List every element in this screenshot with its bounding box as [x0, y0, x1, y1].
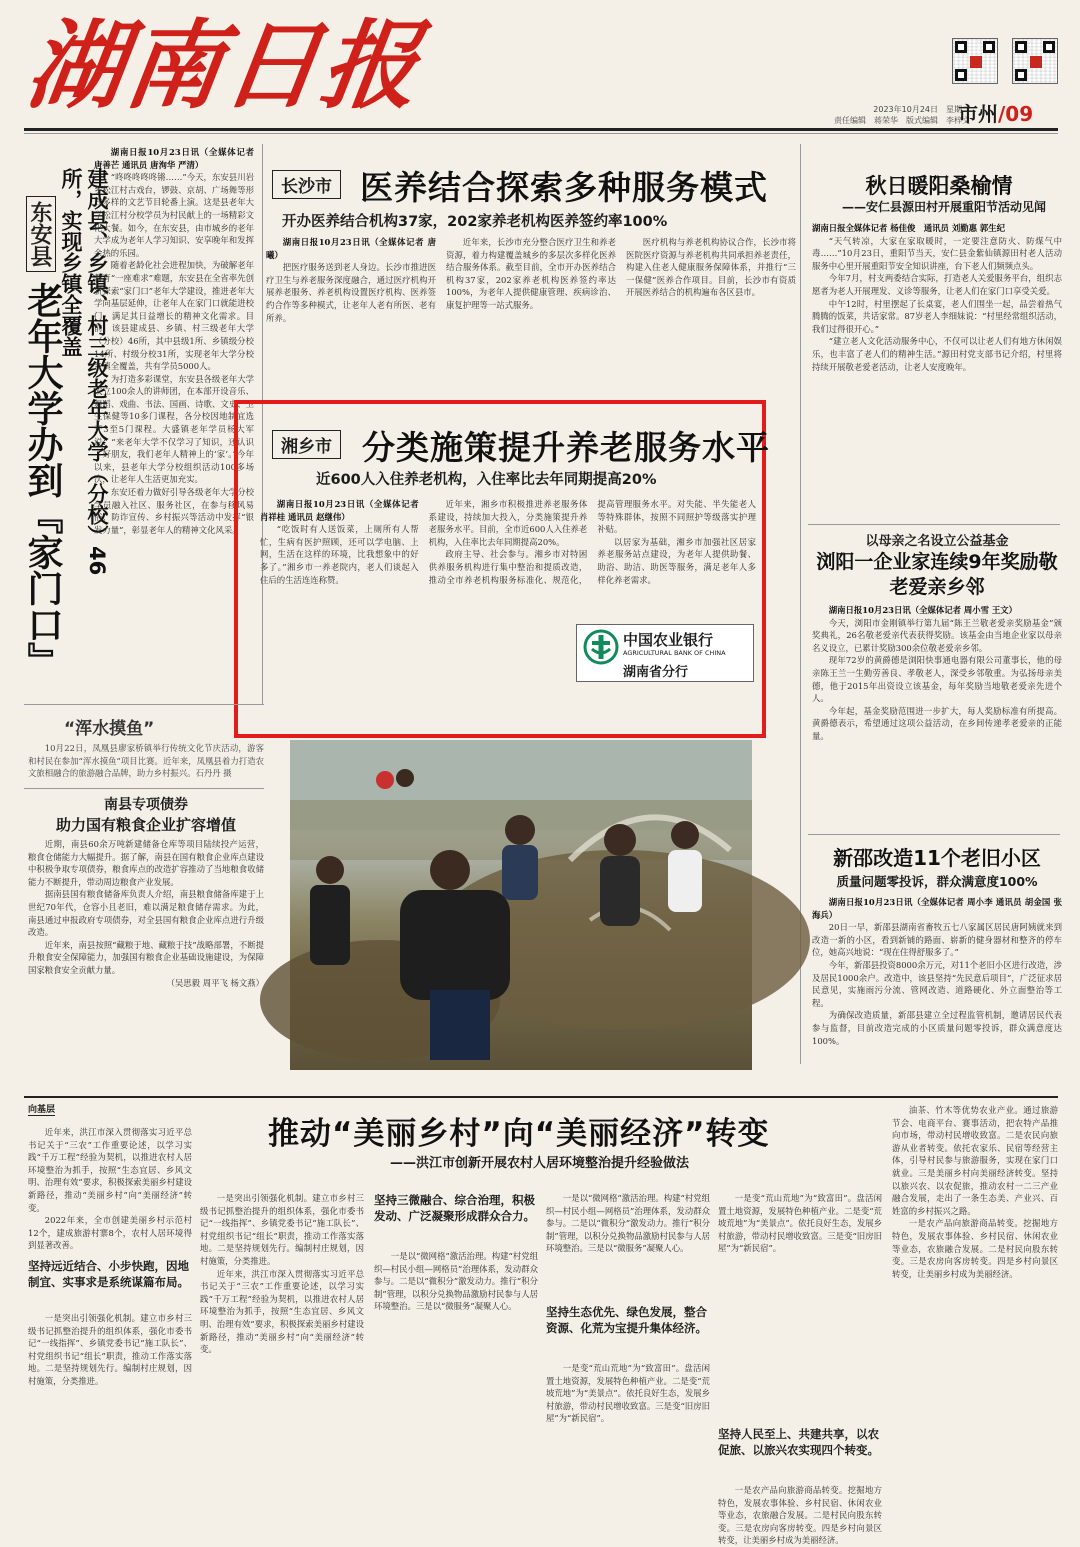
headline: 推动“美丽乡村”向“美丽经济”转变: [268, 1116, 770, 1152]
xiangxiang-header: [272, 430, 341, 459]
page-number: /09: [998, 102, 1034, 126]
xinshao-body: [812, 896, 1062, 1062]
paragraph: 一是变“荒山荒地”为“致富田”。盘活闲置土地资源，发展特色种植产业。二是变“荒坡荒地”为“美景点”。依托良好生态，发展乡村旅游，带动村民增收致富。三是变“旧房旧屋”为“新民宿”。: [718, 1193, 882, 1254]
masthead-title: 湖南日报: [20, 9, 429, 122]
byline: 湖南日报10月23日讯（全媒体记者 周小雪 王文）: [828, 605, 1018, 615]
byline: 湖南日报10月23日讯（全媒体记者 周小李 通讯员 胡金国 张海兵）: [812, 897, 1062, 920]
byline: （吴思毅 周平飞 杨文燕）: [166, 977, 264, 988]
paragraph: 医疗机构与养老机构协议合作，长沙市将医院医疗资源与养老机构共同承担养老责任，构建入住老人健康服务保障体系，并推行“三一保健”医养合作项目。目前，长沙市有资质开展医养结合的机构遍布各区县市。: [626, 237, 796, 298]
paragraph: 今年起，基金奖励范围进一步扩大，每人奖励标准有所提高。黄爵德表示，希望通过这项公益活动，在乡间传递孝老爱亲的正能量。: [812, 705, 1062, 741]
subhead: 开办医养结合机构37家，202家养老机构医养签约率100%: [282, 214, 668, 230]
paragraph: 随着老龄化社会进程加快，为破解老年教育“一座难求”难题，东安县在全省率先创新探索“家门口”老年大学建设，推进老年大学向基层延伸，让老年人在家门口就能进校门，满足其日益增长的精神文化需求。目前，该县建成县、乡镇、村三级老年大学（分校）46所，其中县级1所、乡镇级分校14所、村级分校31所，实现老年大学分校乡镇全覆盖，共有学员5000人。: [94, 260, 254, 372]
headline: 浏阳一企业家连续9年奖励敬老爱亲乡邻: [816, 551, 1058, 598]
paragraph: 一是突出引领强化机制。建立市乡村三级书记抓整治提升的组织体系，强化市委书记“一线指挥”、乡镇党委书记“施工队长”、村党组织书记“组长”职责，推动工作落实落地。二是坚持规划先行。编制村庄规划，因村施策，分类推进。: [28, 1313, 192, 1386]
bank-branch: 湖南省分行: [623, 665, 689, 680]
bank-advert: [576, 624, 754, 682]
paragraph: 2022年来，全市创建美丽乡村示范村12个，建成旅游村寨8个，农村人居环境得到显著改善。: [28, 1215, 192, 1251]
liuyang-body: [812, 604, 1062, 830]
subhead: 质量问题零投诉，群众满意度100%: [836, 874, 1038, 889]
column-label: 向基层: [28, 1102, 55, 1116]
paragraph: 一是农产品向旅游商品转变。挖掘地方特色，发展农事体验、乡村民宿、休闲农业等业态，农旅融合发展。二是村民向股东转变。三是农房向客房转变。四是乡村向景区转变，让美丽乡村成为美丽经济。: [892, 1218, 1058, 1279]
byline: 湖南日报10月23日讯（全媒体记者 唐曦）: [266, 237, 436, 260]
paragraph: 以居家为基础，湘乡市加强社区居家养老服务站点建设，为老年人提供助餐、助浴、助洁、助医等服务，满足老年人多样化养老需求。: [597, 536, 756, 585]
editor-line: 责任编辑 蒋荣华 版式编辑 李梓文: [834, 116, 970, 125]
vertical-headline-main: 老年大学办到『家门口』: [22, 282, 63, 678]
paragraph: 把医疗服务送到老人身边。长沙市推进医疗卫生与养老服务深度融合，通过医疗机构开展养老服务、养老机构设置医疗机构、医养签约合作等多种模式，让老年人老有所医、老有所养。: [266, 262, 436, 323]
caption-title: “浑水摸鱼”: [64, 719, 155, 739]
paragraph: 为打造多彩课堂，东安县各级老年大学成立100余人的讲师团，在本部开设音乐、舞蹈、戏曲、书法、国画、诗歌、文史、卫生保健等10多门课程，各分校因地制宜选开3至5门课程。大盛镇老年学员杨大军说：“来老年大学不仅学习了知识，还认识了好朋友，我们老年人精神上的‘家’。”今年以来，县老年大学分校组织活动100多场次，让老年人生活更加充实。: [94, 373, 254, 485]
subhead: ——安仁县源田村开展重阳节活动见闻: [841, 200, 1046, 214]
paragraph: 一是农产品向旅游商品转变。挖掘地方特色，发展农事体验、乡村民宿、休闲农业等业态，农旅融合发展。二是村民向股东转变。三是农房向客房转变。四是乡村向景区转变，让美丽乡村成为美丽经济。: [718, 1485, 882, 1546]
qr-code-icon: [952, 38, 998, 84]
changsha-header: [272, 170, 341, 199]
paragraph: 政府主导、社会参与。湘乡市对特困供养服务机构进行集中整治和提质改造，推动全市养老机构服务标准化、规范化，提高管理服务水平。对失能、半失能老人等特殊群体，按照不同照护等级落实护理补贴。: [428, 499, 756, 585]
paragraph: 近年来，长沙市充分整合医疗卫生和养老资源，着力构建覆盖城乡的多层次多样化医养结合服务体系。截至目前，全市开办医养结合机构37家，202家养老机构医养签约率达100%，为老年人提供健康管理、疾病诊治、康复护理等一站式服务。: [446, 237, 616, 310]
fishing-scene-image: [290, 740, 752, 1070]
byline: 湖南日报10月23日讯（全媒体记者 唐善芒 通讯员 唐洵华 严清）: [94, 147, 254, 170]
section-name: 市州: [958, 102, 998, 126]
paragraph: 近年来，洪江市深入贯彻落实习近平总书记关于“三农”工作重要论述，以学习实践“千万工程”经验为契机，以推进农村人居环境整治为抓手，按照“生态宜居、乡风文明、治理有效”要求，积极探索美丽乡村建设新路径，推动“美丽乡村”向“美丽经济”转变。: [28, 1127, 192, 1213]
title: 助力国有粮食企业扩容增值: [55, 816, 236, 834]
city-tag: 湘乡市: [272, 430, 341, 459]
section-title: 坚持三微融合、综合治理，积极发动、广泛凝聚形成群众合力。: [374, 1193, 535, 1223]
anren-body: [812, 222, 1062, 520]
bank-name: 中国农业银行: [623, 631, 714, 649]
paragraph: 油茶、竹木等优势农业产业。通过旅游节会、电商平台、赛事活动，把农特产品推向市场，带动村民增收致富。二是农民向旅游从业者转变。依托农家乐、民宿等经营主体，引导村民参与旅游服务，实现在家门口就业。三是美丽乡村向美丽经济转变。坚持以旅兴农、以农促旅，推动农村一二三产业融合发展，走出了一条生态美、产业兴、百姓富的乡村振兴之路。: [892, 1105, 1058, 1216]
changsha-body: [266, 236, 796, 396]
paragraph: 近期，南县60余万吨新建储备仓库等项目陆续投产运营，粮食仓储能力大幅提升。据了解，南县在国有粮食企业库点建设中积极争取专项债券，粮食库点的改造扩容推动了当地粮食收储能力不断提升，带动周边粮食产业发展。: [28, 839, 264, 887]
qr-code-icon: [1012, 38, 1058, 84]
headline: 医养结合探索多种服务模式: [360, 168, 768, 207]
paragraph: “建立老人文化活动服务中心，不仅可以让老人们有地方休闲娱乐，也丰富了老人们的精神生活。”源田村党支部书记介绍，村里将持续开展敬老爱老活动，让老人安度晚年。: [812, 336, 1062, 372]
section-body: [718, 1484, 882, 1546]
kicker: 以母亲之名设立公益基金: [865, 534, 1009, 549]
section-body: [374, 1250, 538, 1524]
paragraph: 一是以“微网格”激活治理。构建“村党组织—村民小组—网格员”治理体系，发动群众参与。二是以“微积分”激发动力。推行“积分制”管理，以积分兑换物品激励村民参与人居环境整治。三是以“微服务”凝聚人心。: [546, 1193, 710, 1254]
paragraph: 据南县国有粮食储备库负责人介绍，南县粮食储备库建于上世纪70年代，仓容小且老旧，难以满足粮食储存需求。为此，南县通过申报政府专项债券，对全县国有粮食企业库点进行升级改造。: [28, 889, 264, 938]
intro-body: [28, 1126, 192, 1250]
section-body: [28, 1312, 192, 1524]
paragraph: 20日一早，新邵县湖南省畜牧五七八家属区居民唐阿姨就来到改造一新的小区，看到新铺的路面、崭新的健身器材和整齐的停车位，她高兴地说：“现在住得舒服多了。”: [812, 922, 1062, 958]
byline: 湖南日报10月23日讯（全媒体记者 肖祥桂 通讯员 赵继伟）: [260, 499, 419, 522]
left-story-body: [94, 146, 254, 694]
xiangxiang-body: [260, 498, 756, 730]
paragraph: 近年来，南县按照“藏粮于地、藏粮于技”战略部署，不断提升粮食安全保障能力，加强国有粮食企业基础设施建设，为保障国家粮食安全贡献力量。: [28, 939, 264, 975]
paragraph: 现年72岁的黄爵德是浏阳快事通电器有限公司董事长，他的母亲陈王兰一生勤劳善良、孝敬老人，深受乡邻敬重。为弘扬母亲美德，他于2015年出资设立该基金，每年奖励当地敬老爱亲先进个人。: [812, 655, 1062, 704]
title: 南县专项债券: [104, 797, 188, 813]
caption-paragraph: 10月22日，凤凰县廖家桥镇举行传统文化节庆活动，游客和村民在参加“浑水摸鱼”项目比赛。近年来，凤凰县着力打造农文旅相融合的旅游融合品牌，助力乡村振兴。石丹丹 摄: [28, 743, 264, 779]
paragraph: 一是以“微网格”激活治理。构建“村党组织—村民小组—网格员”治理体系，发动群众参与。二是以“微积分”激发动力。推行“积分制”管理，以积分兑换物品激励村民参与人居环境整治。三是以“微服务”凝聚人心。: [374, 1251, 538, 1312]
right-col-body: [892, 1104, 1058, 1524]
paragraph: 一是突出引领强化机制。建立市乡村三级书记抓整治提升的组织体系，强化市委书记“一线指挥”、乡镇党委书记“施工队长”、村党组织书记“组长”职责，推动工作落实落地。二是坚持规划先行。编制村庄规划，因村施策，分类推进。: [200, 1193, 364, 1266]
paragraph: 近年来，湘乡市积极推进养老服务体系建设，持续加大投入，分类施策提升养老服务水平。目前，全市近600人入住养老机构，入住率比去年同期提高20%。: [428, 499, 588, 547]
subhead: 近600人入住养老机构，入住率比去年同期提高20%: [316, 472, 657, 488]
paragraph: 为确保改造质量，新邵县建立全过程监管机制，邀请居民代表参与监督，目前改造完成的小区质量问题零投诉，群众满意度达100%。: [812, 1010, 1062, 1046]
paragraph: 今年7月，村支两委结合实际，打造老人关爱服务平台，组织志愿者为老人开展理发、义诊等服务，让老人们在家门口享受关爱。: [812, 273, 1062, 296]
subhead: ——洪江市创新开展农村人居环境整治提升经验做法: [390, 1156, 690, 1171]
paragraph: 中午12时，村里摆起了长桌宴，老人们围坐一起，品尝着热气腾腾的饭菜，共话家常。87岁老人李细妹说：“村里经常组织活动，我们过得很开心。”: [812, 298, 1062, 334]
county-tag: 东安县: [26, 196, 56, 272]
paragraph: 一是变“荒山荒地”为“致富田”。盘活闲置土地资源，发展特色种植产业。二是变“荒坡荒地”为“美景点”。依托良好生态，发展乡村旅游，带动村民增收致富。三是变“旧房旧屋”为“新民宿”。: [546, 1363, 710, 1424]
headline: 新邵改造11个老旧小区: [833, 846, 1041, 870]
bank-logo-icon: [583, 629, 619, 665]
headline: 分类施策提升养老服务水平: [362, 428, 770, 467]
section-body-lead: [718, 1192, 882, 1420]
bank-name-en: AGRICULTURAL BANK OF CHINA: [623, 649, 726, 657]
paragraph: 东安还着力做好引导各级老年大学分校学员融入社区、服务社区，在参与移风易俗、防诈宣传、乡村振兴等活动中发挥“银发力量”，彰显老年人的精神文化风采。: [94, 487, 254, 535]
paragraph: “吃饭时有人送饭菜，上厕所有人帮忙，生病有医护照顾，还可以学电脑、上网，生活在这样的环境，比我想象中的好多了。”湘乡市一养老院内，老人们谈起入住后的生活连连称赞。: [260, 524, 419, 585]
paragraph: 今天，浏阳市金刚镇举行第九届“陈王兰敬老爱亲奖励基金”颁奖典礼，26名敬老爱亲代表获得奖励。该基金由当地企业家以母亲名义设立，已累计奖励300余位敬老爱亲乡邻。: [812, 617, 1062, 653]
paragraph: 今年，新邵县投资8000余万元，对11个老旧小区进行改造，涉及居民1000余户。改造中，该县坚持“先民意后项目”，广泛征求居民意见，实施雨污分流、管网改造、道路硬化、外立面整治等工程。: [812, 959, 1062, 1008]
headline: 秋日暖阳桑榆情: [865, 174, 1013, 198]
nanxian-body: [28, 838, 264, 1062]
section-title: 坚持远近结合、小步快跑，因地制宜、实事求是系统谋篇布局。: [28, 1259, 189, 1289]
paragraph: “天气转凉，大家在家取暖时，一定要注意防火、防煤气中毒……”10月23日，重阳节当天，安仁县金紫仙镇源田村老人活动服务中心里开展重阳节安全知识讲座，台下老人们频频点头。: [812, 235, 1062, 271]
section-title: 坚持人民至上、共建共享，以农促旅、以旅兴农实现四个转变。: [718, 1427, 879, 1457]
vertical-headline-sub: 建成县、乡镇、村三级老年大学（分校）46所，实现乡镇全覆盖: [59, 168, 109, 576]
section-body: [546, 1362, 710, 1524]
paragraph: 近年来，洪江市深入贯彻落实习近平总书记关于“三农”工作重要论述，以学习实践“千万工程”经验为契机，以推进农村人居环境整治为抓手，按照“生态宜居、乡风文明、治理有效”要求，积极探索美丽乡村建设新路径，推动“美丽乡村”向“美丽经济”转变。: [200, 1268, 364, 1355]
city-tag: 长沙市: [272, 170, 341, 199]
news-photo: [290, 740, 752, 1070]
section-body-cont: [200, 1192, 364, 1524]
paragraph: “咚咚咚咚咚锵……”今天，东安县川岩乡松江村古戏台，锣鼓、京胡、广场舞等形式多样的文艺节目轮番上演。这是县老年大学松江村分校学员为村民献上的一场精彩文化大餐。如今，在东安县，由市城乡的老年大学成为老年人学习知识、安享晚年和发挥余热的乐园。: [94, 172, 254, 258]
section-title: 坚持生态优先、绿色发展，整合资源、化荒为宝提升集体经济。: [546, 1305, 707, 1335]
caption-text: [28, 742, 264, 784]
section-body-lead: [546, 1192, 710, 1298]
byline: 湖南日报全媒体记者 杨佳俊 通讯员 刘勤惠 郭生纪: [812, 223, 1005, 233]
date-line: 2023年10月24日 星期二: [873, 105, 970, 114]
